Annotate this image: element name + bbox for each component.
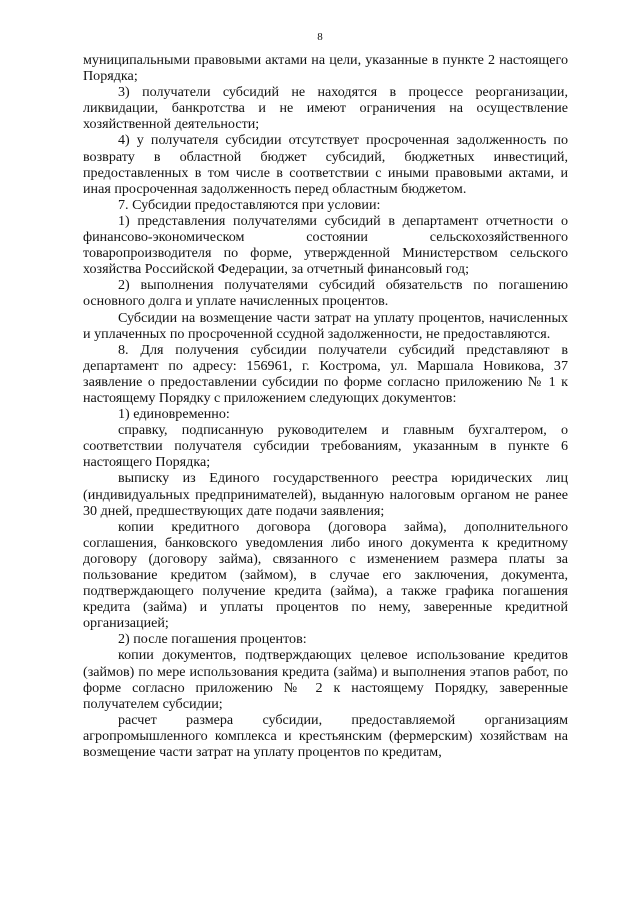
- page-number: 8: [317, 31, 323, 43]
- document-body: [83, 52, 568, 760]
- paragraph-subsidy-calculation: расчет размера субсидии, предоставляемой организациям агропромышленного комплекса и крестьянским (фермерским) хозяйствам на возмещение части затрат на уплату процентов по кредитам,: [83, 711, 568, 761]
- paragraph-section-7: 7. Субсидии предоставляются при условии:: [118, 196, 381, 213]
- paragraph-after-repayment: 2) после погашения процентов:: [118, 631, 307, 648]
- paragraph-condition-2: 2) выполнения получателями субсидий обязательств по погашению основного долга и уплате начисленных процентов.: [83, 277, 568, 310]
- paragraph-section-8: 8. Для получения субсидии получатели субсидий представляют в департамент по адресу: 156961, г. Кострома, ул. Маршала Новикова, 37 заявление о предоставлении субсидии по форме согласно приложению № 1 к настоящему Порядку с приложением следующих документов:: [83, 341, 568, 406]
- paragraph-item-4: 4) у получателя субсидии отсутствует просроченная задолженность по возврату в областной бюджет субсидий, бюджетных инвестиций, предоставленных в том числе в соответствии с иными правовыми актами, и иная просроченная задолженность перед областным бюджетом.: [83, 132, 568, 197]
- paragraph-item-3: 3) получатели субсидий не находятся в процессе реорганизации, ликвидации, банкротства и не имеют ограничения на осуществление хозяйственной деятельности;: [83, 84, 568, 133]
- paragraph-condition-1: 1) представления получателями субсидий в департамент отчетности о финансово-экономическом состоянии сельскохозяйственного товаропроизводителя по форме, утвержденной Министерством сельского хозяйства Российской Федерации, за отчетный финансовый год;: [83, 212, 568, 278]
- paragraph-registry-extract: выписку из Единого государственного реестра юридических лиц (индивидуальных предпринимателей), выданную налоговым органом не ранее 30 дней, предшествующих дате подачи заявления;: [83, 470, 568, 519]
- paragraph-loan-copies: копии кредитного договора (договора займа), дополнительного соглашения, банковского уведомления либо иного документа к кредитному договору (договору займа), связанного с изменением размера платы за пользование кредитом (займом), в случае его заключения, документа, подтверждающего получение кредита (займа), а также графика погашения кредита (займа) и уплаты процентов по нему, заверенные кредитной организацией;: [83, 518, 568, 632]
- paragraph-continuation: муниципальными правовыми актами на цели, указанные в пункте 2 настоящего Порядка;: [83, 52, 568, 85]
- paragraph-certificate: справку, подписанную руководителем и главным бухгалтером, о соответствии получателя субсидии требованиям, указанным в пункте 6 настоящего Порядка;: [83, 422, 568, 471]
- paragraph-exclusion: Субсидии на возмещение части затрат на уплату процентов, начисленных и уплаченных по просроченной ссудной задолженности, не предоставляются.: [83, 309, 568, 342]
- paragraph-usage-documents: копии документов, подтверждающих целевое использование кредитов (займов) по мере использования кредита (займа) и выполнения этапов работ, по форме согласно приложению № 2 к настоящему Порядку, заверенные получателем субсидии;: [83, 647, 568, 712]
- paragraph-one-time: 1) единовременно:: [118, 406, 230, 423]
